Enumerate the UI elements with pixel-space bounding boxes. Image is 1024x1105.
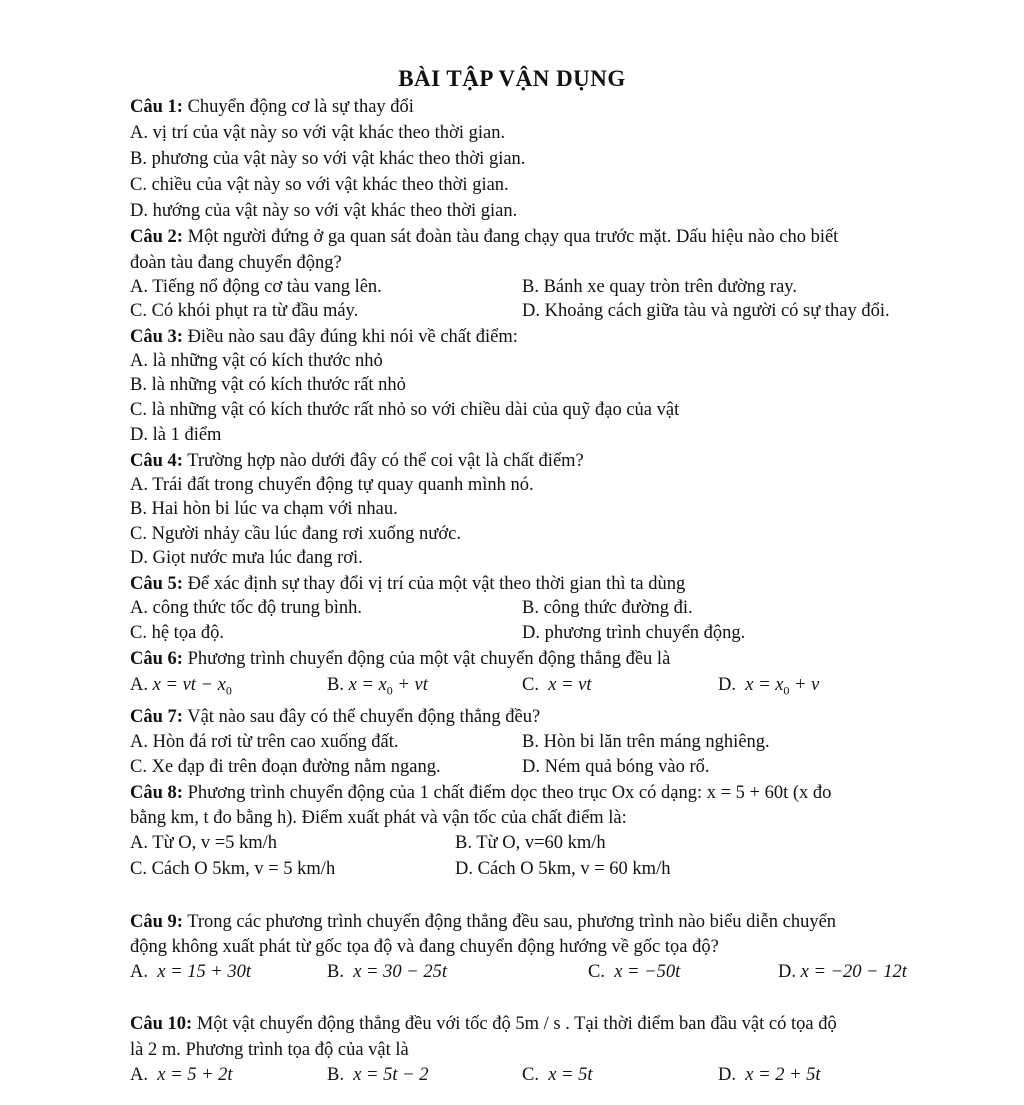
q5-option-c: C. hệ tọa độ. (130, 623, 225, 643)
question-2 (130, 226, 838, 248)
q7-option-b: B. Hòn bi lăn trên máng nghiêng. (522, 732, 770, 752)
formula: x = 30 − 25t (353, 962, 448, 982)
q4-option-c: C. Người nhảy cầu lúc đang rơi xuống nước. (130, 524, 461, 544)
q9-option-a (130, 961, 251, 983)
question-text: Phương trình chuyển động của một vật chuyển động thẳng đều là (182, 649, 671, 669)
question-text: Trong các phương trình chuyển động thẳng đều sau, phương trình nào biểu diễn chuyển (182, 912, 837, 932)
formula: x = 5t − 2 (353, 1065, 429, 1085)
question-text: Trường hợp nào dưới đây có thể coi vật là chất điểm? (182, 451, 584, 471)
q3-option-c: C. là những vật có kích thước rất nhỏ so với chiều dài của quỹ đạo của vật (130, 400, 680, 420)
q10-option-b (327, 1064, 429, 1086)
formula: x = vt − x (152, 675, 226, 695)
page-title: BÀI TẬP VẬN DỤNG (398, 66, 626, 91)
question-3 (130, 326, 518, 348)
formula: x = −50t (614, 962, 681, 982)
q6-option-b (327, 674, 428, 702)
question-label: Câu 9: (130, 912, 183, 932)
question-8 (130, 782, 831, 804)
option-label: A. (130, 1065, 148, 1085)
option-label: D. (778, 962, 796, 982)
question-label: Câu 8: (130, 783, 183, 803)
q3-option-d: D. là 1 điểm (130, 425, 222, 445)
q9-option-b (327, 961, 447, 983)
question-text: Điều nào sau đây đúng khi nói về chất điểm: (182, 327, 518, 347)
formula: x = x (745, 675, 784, 695)
q7-option-a: A. Hòn đá rơi từ trên cao xuống đất. (130, 732, 399, 752)
q8-option-b: B. Từ O, v=60 km/h (455, 833, 606, 853)
question-6 (130, 648, 670, 670)
question-9 (130, 911, 836, 933)
q1-option-c: C. chiều của vật này so với vật khác theo thời gian. (130, 175, 509, 195)
q3-option-b: B. là những vật có kích thước rất nhỏ (130, 375, 406, 395)
formula: x = vt (548, 675, 592, 695)
q2-option-b: B. Bánh xe quay tròn trên đường ray. (522, 277, 797, 297)
q5-option-b: B. công thức đường đi. (522, 598, 693, 618)
q4-option-b: B. Hai hòn bi lúc va chạm với nhau. (130, 499, 398, 519)
question-7 (130, 706, 540, 728)
q7-option-d: D. Ném quả bóng vào rổ. (522, 757, 710, 777)
formula: x = 2 + 5t (745, 1065, 821, 1085)
q2-option-c: C. Có khói phụt ra từ đầu máy. (130, 301, 359, 321)
option-label: D. (718, 675, 736, 695)
q9-option-d (778, 961, 907, 983)
question-text: Vật nào sau đây có thể chuyển động thẳng đều? (182, 707, 541, 727)
question-8-continued: bằng km, t đo bằng h). Điểm xuất phát và vận tốc của chất điểm là: (130, 808, 627, 828)
q8-option-c: C. Cách O 5km, v = 5 km/h (130, 859, 336, 879)
question-label: Câu 5: (130, 574, 183, 594)
subscript: 0 (386, 683, 393, 698)
q6-option-a (130, 674, 232, 702)
formula: x = 5 + 2t (157, 1065, 233, 1085)
question-label: Câu 2: (130, 227, 183, 247)
option-label: B. (327, 1065, 344, 1085)
q1-option-b: B. phương của vật này so với vật khác theo thời gian. (130, 149, 526, 169)
question-1 (130, 96, 414, 118)
q6-option-c (522, 674, 592, 696)
subscript: 0 (225, 683, 232, 698)
q2-option-a: A. Tiếng nổ động cơ tàu vang lên. (130, 277, 382, 297)
question-text: Phương trình chuyển động của 1 chất điểm dọc theo trục Ox có dạng: x = 5 + 60t (x đo (182, 783, 832, 803)
option-label: A. (130, 675, 148, 695)
question-text: Để xác định sự thay đổi vị trí của một vật theo thời gian thì ta dùng (182, 574, 686, 594)
question-text: Một người đứng ở ga quan sát đoàn tàu đang chạy qua trước mặt. Dấu hiệu nào cho biết (182, 227, 839, 247)
q3-option-a: A. là những vật có kích thước nhỏ (130, 351, 383, 371)
option-label: A. (130, 962, 148, 982)
question-label: Câu 1: (130, 97, 183, 117)
question-label: Câu 10: (130, 1014, 193, 1034)
question-text: Chuyển động cơ là sự thay đổi (182, 97, 414, 117)
q6-option-d (718, 674, 819, 702)
option-label: B. (327, 962, 344, 982)
question-4 (130, 450, 584, 472)
question-label: Câu 7: (130, 707, 183, 727)
question-10 (130, 1013, 837, 1035)
q8-option-a: A. Từ O, v =5 km/h (130, 833, 278, 853)
q4-option-a: A. Trái đất trong chuyển động tự quay quanh mình nó. (130, 475, 534, 495)
question-label: Câu 6: (130, 649, 183, 669)
q9-option-c (588, 961, 680, 983)
q10-option-c (522, 1064, 593, 1086)
question-9-continued: động không xuất phát từ gốc tọa độ và đang chuyển động hướng về gốc tọa độ? (130, 937, 719, 957)
formula: x = −20 − 12t (800, 962, 907, 982)
option-label: D. (718, 1065, 736, 1085)
q10-option-d (718, 1064, 821, 1086)
question-5 (130, 573, 685, 595)
question-label: Câu 4: (130, 451, 183, 471)
q7-option-c: C. Xe đạp đi trên đoạn đường nằm ngang. (130, 757, 441, 777)
formula: x = x (348, 675, 387, 695)
q8-option-d: D. Cách O 5km, v = 60 km/h (455, 859, 671, 879)
formula: x = 15 + 30t (157, 962, 252, 982)
option-label: C. (588, 962, 605, 982)
formula: + v (789, 675, 820, 695)
subscript: 0 (783, 683, 790, 698)
question-2-continued: đoàn tàu đang chuyển động? (130, 253, 342, 273)
q5-option-d: D. phương trình chuyển động. (522, 623, 746, 643)
option-label: C. (522, 675, 539, 695)
q10-option-a (130, 1064, 233, 1086)
question-10-continued: là 2 m. Phương trình tọa độ của vật là (130, 1040, 409, 1060)
option-label: B. (327, 675, 344, 695)
q2-option-d: D. Khoảng cách giữa tàu và người có sự thay đổi. (522, 301, 890, 321)
formula: x = 5t (548, 1065, 593, 1085)
question-text: Một vật chuyển động thẳng đều với tốc độ 5m / s . Tại thời điểm ban đầu vật có tọa độ (192, 1014, 837, 1034)
question-label: Câu 3: (130, 327, 183, 347)
q1-option-d: D. hướng của vật này so với vật khác theo thời gian. (130, 201, 518, 221)
q4-option-d: D. Giọt nước mưa lúc đang rơi. (130, 548, 363, 568)
formula: + vt (392, 675, 428, 695)
q5-option-a: A. công thức tốc độ trung bình. (130, 598, 362, 618)
option-label: C. (522, 1065, 539, 1085)
q1-option-a: A. vị trí của vật này so với vật khác theo thời gian. (130, 123, 506, 143)
